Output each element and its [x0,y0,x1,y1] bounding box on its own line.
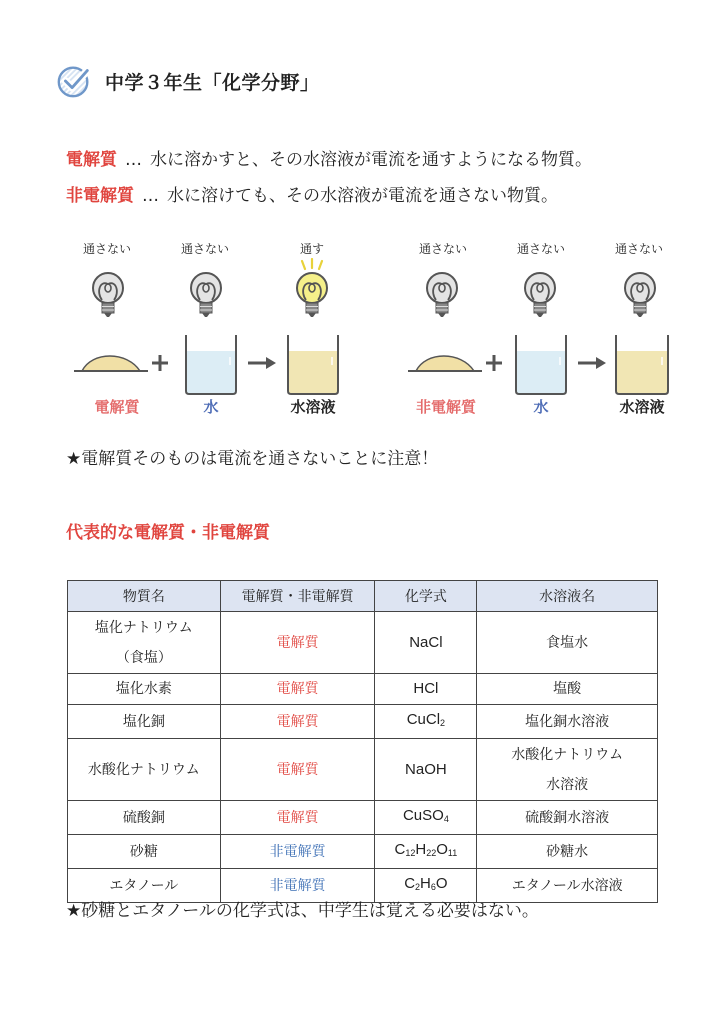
page-header [55,60,320,102]
note-formula-memorize: ★砂糖とエタノールの化学式は、中学生は覚える必要はない。 [66,901,539,921]
bulb-label: 通さない [180,242,229,256]
term-non-electrolyte: 非電解質 [66,186,134,206]
formula-cell: NaOH [375,739,477,801]
formula-cell: $C_{12}H_{22}O_{11}$ [375,835,477,869]
definition-text: 水に溶かすと、その水溶液が電流を通すようになる物質。 [150,150,592,170]
lightbulb-on-icon [292,270,332,324]
formula-cell: HCl [375,674,477,705]
table-row [68,705,658,739]
term-electrolyte: 電解質 [66,150,117,170]
table-row [68,801,658,835]
diagram-non-electrolyte [402,236,692,422]
lightbulb-off-icon [620,270,660,324]
note-electrolyte-itself: ★電解質そのものは電流を通さないことに注意！ [66,449,439,469]
definition-electrolyte: 電解質 … 水に溶かすと、その水溶液が電流を通すようになる物質。 [66,150,592,170]
label-water: 水 [203,398,219,416]
header-type: 電解質・非電解質 [220,581,375,612]
substance-cell: 塩化ナトリウム （食塩） [68,612,221,674]
lightbulb-off-icon [422,270,462,324]
header-formula: 化学式 [375,581,477,612]
label-water: 水 [533,398,549,416]
bulb-label: 通さない [418,242,467,256]
formula-cell: CuCl$_2$ [375,705,477,739]
lightbulb-off-icon [88,270,128,324]
type-cell: 電解質 [220,739,375,801]
table-header-row [68,581,658,612]
header-substance: 物質名 [68,581,221,612]
label-non-electrolyte: 非電解質 [415,398,476,416]
check-circle-icon [55,62,93,100]
solution-cell: 砂糖水 [477,835,658,869]
table-row [68,739,658,801]
section-title: 代表的な電解質・非電解質 [66,523,270,543]
experiment-illustration [72,331,362,401]
solution-cell: 硫酸銅水溶液 [477,801,658,835]
substance-cell: 塩化水素 [68,674,221,705]
label-electrolyte: 電解質 [94,398,140,416]
formula-cell: NaCl [375,612,477,674]
substance-cell: 硫酸銅 [68,801,221,835]
diagram-electrolyte [72,236,362,422]
lightbulb-off-icon [520,270,560,324]
formula-cell: CuSO$_4$ [375,801,477,835]
label-solution: 水溶液 [619,398,665,416]
table-row [68,612,658,674]
substance-cell: 水酸化ナトリウム [68,739,221,801]
bulb-label: 通さない [614,242,663,256]
definition-non-electrolyte: 非電解質 … 水に溶けても、その水溶液が電流を通さない物質。 [66,186,558,206]
electrolyte-table [67,580,658,903]
solution-cell: 水酸化ナトリウム 水溶液 [477,739,658,801]
bulb-label: 通さない [82,242,131,256]
label-solution: 水溶液 [290,398,336,416]
solution-cell: 塩化銅水溶液 [477,705,658,739]
solution-cell: 塩酸 [477,674,658,705]
experiment-illustration [402,331,692,401]
table-row [68,835,658,869]
substance-cell: 塩化銅 [68,705,221,739]
bulb-label: 通す [299,242,324,256]
header-solution: 水溶液名 [477,581,658,612]
substance-cell: 砂糖 [68,835,221,869]
type-cell: 電解質 [220,705,375,739]
type-cell: 電解質 [220,801,375,835]
type-cell: 電解質 [220,612,375,674]
type-cell: 非電解質 [220,869,375,903]
type-cell: 非電解質 [220,835,375,869]
formula-cell: $C_2H_6O$ [375,869,477,903]
bulb-label: 通さない [516,242,565,256]
table-row [68,674,658,705]
page-title: 中学３年生「化学分野」 [105,71,320,94]
lightbulb-off-icon [186,270,226,324]
substance-cell: エタノール [68,869,221,903]
definition-text: 水に溶けても、その水溶液が電流を通さない物質。 [167,186,558,206]
solution-cell: エタノール水溶液 [477,869,658,903]
type-cell: 電解質 [220,674,375,705]
solution-cell: 食塩水 [477,612,658,674]
